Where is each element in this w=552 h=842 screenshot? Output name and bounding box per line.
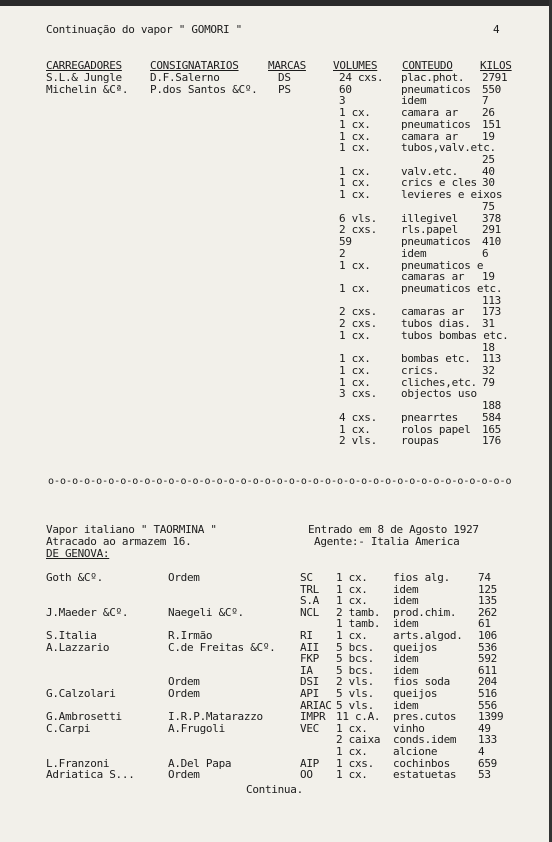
section2-shipper: C.Carpi [46,721,91,735]
section1-content: levieres e eixos [401,188,503,202]
section1-volumes: 24 cxs. [339,71,384,84]
section1-shipper: Michelin &Cª. [46,82,129,96]
section2-volumes: 2 tamb. [336,605,381,619]
section1-content: idem [401,246,427,260]
section1-kilos: 19 [482,270,495,284]
section2-volumes: 1 cx. [336,571,368,584]
section2-mark: SC [300,571,313,584]
section1-shipper: S.L.& Jungle [46,71,122,84]
continues-footer: Continua. [246,783,303,796]
section1-content: pneumaticos e [401,258,484,272]
section2-content: idem [393,663,419,677]
section2-shipper: A.Lazzario [46,640,110,654]
section2-kilos: 556 [478,698,497,712]
section2-mark: ARIAC [300,698,332,712]
section1-volumes: 1 cx. [339,258,371,272]
section1-volumes: 2 vls. [339,434,377,448]
section1-content: plac.phot. [401,71,465,84]
section1-kilos: 151 [482,117,501,131]
section2-consignee: I.R.P.Matarazzo [168,710,263,724]
section2-kilos: 106 [478,629,497,642]
section2-content: queijos [393,640,438,654]
section1-content: rls.papel [401,223,458,237]
section2-shipper: L.Franzoni [46,756,110,770]
section2-mark: IMPR [300,710,326,724]
section1-volumes: 1 cx. [339,188,371,202]
section1-volumes: 1 cx. [339,106,371,120]
section1-kilos: 113 [482,352,501,366]
section1-content: pneumaticos [401,117,471,131]
section2-content: idem [393,652,419,666]
section1-kilos: 40 [482,164,495,178]
section1-content: valv.etc. [401,164,458,178]
section1-kilos: 32 [482,364,495,377]
section1-content: camaras ar [401,270,465,284]
section2-content: fios alg. [393,571,450,584]
section1-content: cliches,etc. [401,375,477,389]
section2-shipper: J.Maeder &Cº. [46,605,129,619]
section1-kilos: 410 [482,235,501,249]
section2-kilos: 1399 [478,710,504,724]
section2-content: cochinbos [393,756,450,770]
section2-volumes: 5 bcs. [336,640,374,654]
agent-line: Agente:- Italia America [314,535,460,548]
section2-shipper: S.Italia [46,629,97,642]
section2-consignee: Ordem [168,675,200,689]
section1-volumes: 4 cxs. [339,410,377,424]
section2-mark: DSI [300,675,319,689]
section1-volumes: 1 cx. [339,422,371,436]
section1-content: crics. [401,364,439,377]
section2-volumes: 1 cxs. [336,756,374,770]
section2-consignee: Naegeli &Cº. [168,605,244,619]
section1-kilos: 31 [482,317,495,331]
section2-volumes: 1 cx. [336,721,368,735]
section1-volumes: 60 [339,82,352,96]
col-header-volumes: VOLUMES [333,59,378,72]
section1-kilos: 378 [482,211,501,225]
section2-content: idem [393,617,419,631]
section2-consignee: C.de Freitas &Cº. [168,640,276,654]
section1-kilos: 6 [482,246,489,260]
section1-volumes: 3 cxs. [339,387,377,401]
section2-content: prod.chim. [393,605,457,619]
section1-volumes: 3 [339,94,346,108]
section1-kilos: 291 [482,223,501,237]
section2-volumes: 11 c.A. [336,710,381,724]
section2-shipper: Adriatica S... [46,768,135,782]
section1-content: tubos bombas etc. [401,328,509,342]
section2-kilos: 611 [478,663,497,677]
section1-content: pnearrtes [401,410,458,424]
section2-kilos: 536 [478,640,497,654]
section1-content: camara ar [401,129,458,143]
section2-kilos: 125 [478,582,497,596]
section1-kilos: 79 [482,375,495,389]
section2-volumes: 1 cx. [336,629,368,642]
section1-kilos: 26 [482,106,495,120]
section1-volumes: 2 [339,246,346,260]
section2-kilos: 659 [478,756,497,770]
section1-content: rolos papel [401,422,471,436]
section1-volumes: 1 cx. [339,164,371,178]
section1-volumes: 1 cx. [339,375,371,389]
section1-volumes: 1 cx. [339,117,371,131]
section2-volumes: 1 tamb. [336,617,381,631]
section1-content: bombas etc. [401,352,471,366]
section2-consignee: A.Frugoli [168,721,225,735]
section2-volumes: 5 bcs. [336,652,374,666]
section2-shipper: G.Ambrosetti [46,710,122,724]
section2-kilos: 53 [478,768,491,782]
section2-kilos: 49 [478,721,491,735]
section2-content: pres.cutos [393,710,457,724]
section2-content: conds.idem [393,733,457,747]
section1-volumes: 59 [339,235,352,249]
section2-volumes: 1 cx. [336,745,368,758]
section2-content: alcione [393,745,438,758]
section2-volumes: 2 caixa [336,733,381,747]
section1-volumes: 1 cx. [339,141,371,155]
section1-kilos: 550 [482,82,501,96]
section2-volumes: 1 cx. [336,582,368,596]
section2-content: idem [393,594,419,608]
section2-mark: IA [300,663,313,677]
section1-volumes: 2 cxs. [339,223,377,237]
section2-mark: TRL [300,582,319,596]
section1-kilos: 30 [482,176,495,190]
section1-kilos: 75 [482,199,495,213]
section1-volumes: 1 cx. [339,352,371,366]
col-header-marks: MARCAS [268,59,306,72]
section2-mark: AIP [300,756,319,770]
section1-kilos: 188 [482,399,501,413]
section2-content: queijos [393,687,438,700]
section2-mark: API [300,687,319,700]
section1-volumes: 1 cx. [339,364,371,377]
section1-kilos: 19 [482,129,495,143]
section2-volumes: 5 bcs. [336,663,374,677]
section1-kilos: 25 [482,153,495,167]
origin-line: DE GENOVA: [46,547,110,560]
berth-line: Atracado ao armazem 16. [46,535,192,548]
section1-volumes: 1 cx. [339,129,371,143]
section2-content: idem [393,698,419,712]
section2-consignee: R.Irmão [168,629,213,642]
col-header-shipper: CARREGADORES [46,59,122,72]
section1-kilos: 7 [482,94,489,108]
section1-content: objectos uso [401,387,477,401]
section2-consignee: Ordem [168,768,200,782]
section1-content: camara ar [401,106,458,120]
section1-content: camaras ar [401,305,465,319]
section1-content: crics e cles [401,176,477,190]
section1-kilos: 2791 [482,71,508,84]
section1-content: roupas [401,434,439,448]
section2-content: arts.algod. [393,629,463,642]
section2-kilos: 592 [478,652,497,666]
section1-consignee: D.F.Salerno [150,71,220,84]
section1-mark: DS [278,71,291,84]
section2-volumes: 2 vls. [336,675,374,689]
vessel-line: Vapor italiano " TAORMINA " [46,523,217,536]
section2-volumes: 1 cx. [336,594,368,608]
section2-content: idem [393,582,419,596]
section2-kilos: 204 [478,675,497,689]
page-header-title: Continuação do vapor " GOMORI " [46,23,242,36]
section1-content: tubos dias. [401,317,471,331]
section2-consignee: A.Del Papa [168,756,232,770]
section1-kilos: 18 [482,340,495,354]
section-separator: o-o-o-o-o-o-o-o-o-o-o-o-o-o-o-o-o-o-o-o-o-o-o-o-o-o-o-o-o-o-o-o-o-o-o-o-o-o-o [48,476,512,487]
section2-mark: AII [300,640,319,654]
section2-kilos: 133 [478,733,497,747]
section2-kilos: 61 [478,617,491,631]
section1-kilos: 176 [482,434,501,448]
section2-mark: NCL [300,605,319,619]
section2-volumes: 5 vls. [336,687,374,700]
section2-content: estatuetas [393,768,457,782]
section2-mark: VEC [300,721,319,735]
section1-volumes: 6 vls. [339,211,377,225]
page-number: 4 [493,23,500,36]
section1-content: pneumaticos [401,82,471,96]
section1-volumes: 2 cxs. [339,317,377,331]
section1-content: idem [401,94,427,108]
section2-content: fios soda [393,675,450,689]
section2-mark: FKP [300,652,319,666]
section1-kilos: 113 [482,293,501,307]
col-header-content: CONTEUDO [402,59,453,72]
section1-content: tubos,valv.etc. [401,141,496,155]
section1-content: pneumaticos [401,235,471,249]
section1-volumes: 2 cxs. [339,305,377,319]
section1-volumes: 1 cx. [339,176,371,190]
section1-consignee: P.dos Santos &Cº. [150,82,258,96]
section2-kilos: 4 [478,745,485,758]
col-header-consignee: CONSIGNATARIOS [150,59,239,72]
section2-mark: OO [300,768,313,782]
section2-kilos: 516 [478,687,497,700]
section2-content: vinho [393,721,425,735]
section2-mark: RI [300,629,313,642]
section1-kilos: 173 [482,305,501,319]
section2-consignee: Ordem [168,687,200,700]
section2-kilos: 262 [478,605,497,619]
section1-content: pneumaticos etc. [401,281,503,295]
section2-shipper: Goth &Cº. [46,571,103,584]
section1-volumes: 1 cx. [339,328,371,342]
section1-volumes: 1 cx. [339,281,371,295]
section2-kilos: 135 [478,594,497,608]
section2-volumes: 1 cx. [336,768,368,782]
section1-mark: PS [278,82,291,96]
section2-mark: S.A [300,594,319,608]
section1-kilos: 165 [482,422,501,436]
section2-shipper: G.Calzolari [46,687,116,700]
section1-kilos: 584 [482,410,501,424]
scan-top-edge [0,0,552,6]
section2-volumes: 5 vls. [336,698,374,712]
entry-date-line: Entrado em 8 de Agosto 1927 [308,523,479,536]
col-header-kilos: KILOS [480,59,512,72]
section2-consignee: Ordem [168,571,200,584]
section2-kilos: 74 [478,571,491,584]
section1-content: illegivel [401,211,458,225]
